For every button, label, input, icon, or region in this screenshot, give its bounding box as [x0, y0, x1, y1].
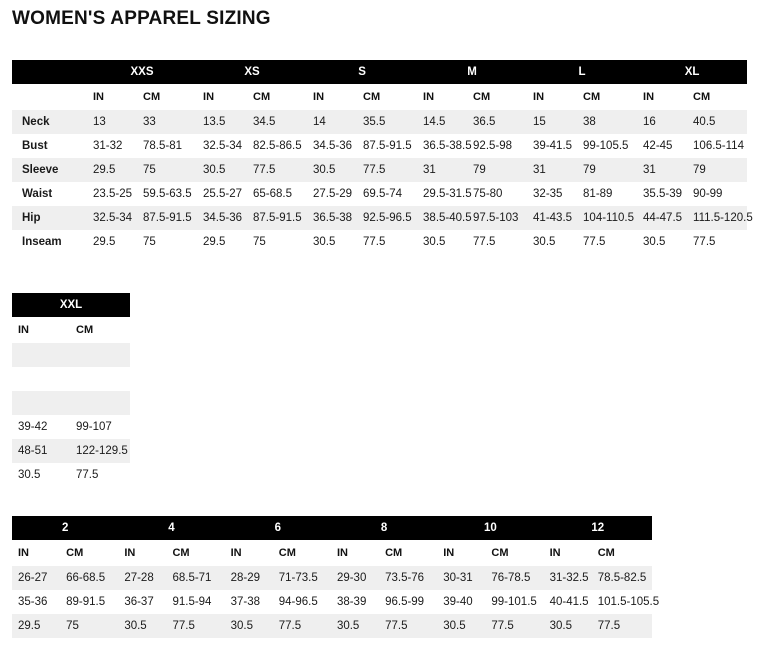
table-row	[12, 566, 652, 590]
cell: 99-107	[70, 415, 130, 439]
cell: 36.5-38	[307, 206, 357, 230]
cell: 78.5-81	[137, 134, 197, 158]
unit-cm-l: CM	[577, 84, 637, 110]
cell: 94-96.5	[273, 590, 331, 614]
cell: 92.5-98	[467, 134, 527, 158]
cell: 77.5	[379, 614, 437, 638]
table-row	[12, 110, 747, 134]
size-header-6: 6	[225, 516, 331, 540]
unit-in-m: IN	[417, 84, 467, 110]
cell: 77.5	[166, 614, 224, 638]
cell: 25.5-27	[197, 182, 247, 206]
cell: 39-41.5	[527, 134, 577, 158]
table-row	[12, 391, 130, 415]
cell: 59.5-63.5	[137, 182, 197, 206]
cell: 106.5-114	[687, 134, 747, 158]
cell: 39-40	[437, 590, 485, 614]
cell: 81-89	[577, 182, 637, 206]
unit-cm-2: CM	[60, 540, 118, 566]
cell: 28-29	[225, 566, 273, 590]
cell	[70, 367, 130, 391]
cell: 77.5	[577, 230, 637, 254]
cell: 35-36	[12, 590, 60, 614]
cell: 38-39	[331, 590, 379, 614]
cell: 122-129.5	[70, 439, 130, 463]
cell: 92.5-96.5	[357, 206, 417, 230]
cell: 76-78.5	[485, 566, 543, 590]
size-header-12: 12	[544, 516, 652, 540]
cell: 99-105.5	[577, 134, 637, 158]
size-header-row	[12, 60, 747, 84]
table-row	[12, 463, 130, 487]
table-row	[12, 439, 130, 463]
cell: 77.5	[485, 614, 543, 638]
cell: 77.5	[357, 230, 417, 254]
cell	[12, 391, 70, 415]
cell: 77.5	[70, 463, 130, 487]
unit-in-xxs: IN	[87, 84, 137, 110]
row-label-neck: Neck	[12, 110, 87, 134]
cell: 31-32	[87, 134, 137, 158]
cell: 30.5	[331, 614, 379, 638]
cell: 31	[637, 158, 687, 182]
unit-in-2: IN	[12, 540, 60, 566]
size-header-8: 8	[331, 516, 437, 540]
cell: 30.5	[527, 230, 577, 254]
unit-header-row	[12, 84, 747, 110]
cell: 31	[417, 158, 467, 182]
size-header-s: S	[307, 60, 417, 84]
cell: 77.5	[467, 230, 527, 254]
cell: 39-42	[12, 415, 70, 439]
cell: 87.5-91.5	[357, 134, 417, 158]
cell: 69.5-74	[357, 182, 417, 206]
cell: 111.5-120.5	[687, 206, 747, 230]
cell: 101.5-105.5	[592, 590, 652, 614]
cell: 75	[137, 230, 197, 254]
cell: 44-47.5	[637, 206, 687, 230]
size-header-xs: XS	[197, 60, 307, 84]
unit-header-row	[12, 540, 652, 566]
cell: 75	[247, 230, 307, 254]
cell: 27.5-29	[307, 182, 357, 206]
cell: 30.5	[307, 158, 357, 182]
cell: 30.5	[544, 614, 592, 638]
cell: 48-51	[12, 439, 70, 463]
cell: 87.5-91.5	[247, 206, 307, 230]
unit-cm-xxl: CM	[70, 317, 130, 343]
cell: 41-43.5	[527, 206, 577, 230]
cell: 13	[87, 110, 137, 134]
cell: 89-91.5	[60, 590, 118, 614]
row-label-bust: Bust	[12, 134, 87, 158]
cell: 91.5-94	[166, 590, 224, 614]
cell: 30.5	[637, 230, 687, 254]
cell: 75	[60, 614, 118, 638]
cell: 79	[467, 158, 527, 182]
unit-header-row	[12, 317, 130, 343]
cell: 87.5-91.5	[137, 206, 197, 230]
row-label-hip: Hip	[12, 206, 87, 230]
unit-in-8: IN	[331, 540, 379, 566]
cell: 30.5	[417, 230, 467, 254]
cell	[12, 367, 70, 391]
cell: 13.5	[197, 110, 247, 134]
size-header-xxs: XXS	[87, 60, 197, 84]
cell: 37-38	[225, 590, 273, 614]
unit-cm-10: CM	[485, 540, 543, 566]
size-header-2: 2	[12, 516, 118, 540]
cell: 71-73.5	[273, 566, 331, 590]
corner-cell	[12, 60, 87, 84]
cell: 77.5	[592, 614, 652, 638]
cell: 29.5	[87, 158, 137, 182]
cell: 34.5-36	[307, 134, 357, 158]
cell: 29.5	[87, 230, 137, 254]
unit-in-4: IN	[118, 540, 166, 566]
cell: 23.5-25	[87, 182, 137, 206]
unit-in-xs: IN	[197, 84, 247, 110]
cell: 32.5-34	[87, 206, 137, 230]
sizing-table-letter-sizes	[12, 60, 753, 254]
cell: 31-32.5	[544, 566, 592, 590]
cell: 35.5	[357, 110, 417, 134]
size-header-10: 10	[437, 516, 543, 540]
size-header-m: M	[417, 60, 527, 84]
cell: 65-68.5	[247, 182, 307, 206]
cell: 30.5	[12, 463, 70, 487]
table-row	[12, 590, 652, 614]
table-row	[12, 367, 130, 391]
size-header-l: L	[527, 60, 637, 84]
cell: 77.5	[273, 614, 331, 638]
cell: 40-41.5	[544, 590, 592, 614]
unit-cm-xxs: CM	[137, 84, 197, 110]
table-row	[12, 206, 747, 230]
cell: 29.5	[12, 614, 60, 638]
cell: 36.5-38.5	[417, 134, 467, 158]
row-label-inseam: Inseam	[12, 230, 87, 254]
unit-in-12: IN	[544, 540, 592, 566]
cell: 26-27	[12, 566, 60, 590]
unit-cm-8: CM	[379, 540, 437, 566]
table-row	[12, 182, 747, 206]
size-header-xxl: XXL	[12, 293, 130, 317]
cell: 68.5-71	[166, 566, 224, 590]
sizing-table-numeric-sizes	[12, 516, 660, 638]
cell: 15	[527, 110, 577, 134]
unit-in-6: IN	[225, 540, 273, 566]
table-row	[12, 343, 130, 367]
size-header-4: 4	[118, 516, 224, 540]
cell: 40.5	[687, 110, 747, 134]
unit-in-xl: IN	[637, 84, 687, 110]
cell: 97.5-103	[467, 206, 527, 230]
unit-in-10: IN	[437, 540, 485, 566]
cell: 42-45	[637, 134, 687, 158]
unit-cm-s: CM	[357, 84, 417, 110]
table-row	[12, 415, 130, 439]
cell: 14.5	[417, 110, 467, 134]
cell: 30.5	[118, 614, 166, 638]
row-label-waist: Waist	[12, 182, 87, 206]
cell: 30-31	[437, 566, 485, 590]
cell: 14	[307, 110, 357, 134]
cell: 33	[137, 110, 197, 134]
cell: 32.5-34	[197, 134, 247, 158]
table-row	[12, 614, 652, 638]
cell: 77.5	[687, 230, 747, 254]
cell: 32-35	[527, 182, 577, 206]
cell: 75	[137, 158, 197, 182]
cell: 90-99	[687, 182, 747, 206]
unit-corner	[12, 84, 87, 110]
unit-cm-12: CM	[592, 540, 652, 566]
cell: 29.5-31.5	[417, 182, 467, 206]
size-header-row	[12, 516, 652, 540]
cell	[70, 391, 130, 415]
cell: 29.5	[197, 230, 247, 254]
cell: 75-80	[467, 182, 527, 206]
cell: 38	[577, 110, 637, 134]
cell: 79	[577, 158, 637, 182]
cell: 36.5	[467, 110, 527, 134]
cell: 30.5	[307, 230, 357, 254]
sizing-table-xxl	[12, 293, 130, 487]
size-header-row	[12, 293, 130, 317]
cell: 29-30	[331, 566, 379, 590]
cell	[12, 343, 70, 367]
cell: 35.5-39	[637, 182, 687, 206]
cell: 96.5-99	[379, 590, 437, 614]
cell: 27-28	[118, 566, 166, 590]
cell: 16	[637, 110, 687, 134]
unit-cm-xl: CM	[687, 84, 747, 110]
unit-cm-m: CM	[467, 84, 527, 110]
cell: 77.5	[357, 158, 417, 182]
unit-cm-xs: CM	[247, 84, 307, 110]
cell: 31	[527, 158, 577, 182]
size-header-xl: XL	[637, 60, 747, 84]
table-row	[12, 230, 747, 254]
cell: 34.5-36	[197, 206, 247, 230]
table-row	[12, 158, 747, 182]
cell: 104-110.5	[577, 206, 637, 230]
cell: 38.5-40.5	[417, 206, 467, 230]
cell: 30.5	[197, 158, 247, 182]
unit-cm-4: CM	[166, 540, 224, 566]
cell: 79	[687, 158, 747, 182]
table-row	[12, 134, 747, 158]
page-title: WOMEN'S APPAREL SIZING	[12, 8, 271, 29]
cell: 99-101.5	[485, 590, 543, 614]
cell: 73.5-76	[379, 566, 437, 590]
cell: 78.5-82.5	[592, 566, 652, 590]
row-label-sleeve: Sleeve	[12, 158, 87, 182]
cell: 30.5	[437, 614, 485, 638]
cell: 66-68.5	[60, 566, 118, 590]
unit-in-s: IN	[307, 84, 357, 110]
cell	[70, 343, 130, 367]
unit-cm-6: CM	[273, 540, 331, 566]
unit-in-l: IN	[527, 84, 577, 110]
cell: 36-37	[118, 590, 166, 614]
cell: 30.5	[225, 614, 273, 638]
cell: 34.5	[247, 110, 307, 134]
cell: 77.5	[247, 158, 307, 182]
unit-in-xxl: IN	[12, 317, 70, 343]
cell: 82.5-86.5	[247, 134, 307, 158]
